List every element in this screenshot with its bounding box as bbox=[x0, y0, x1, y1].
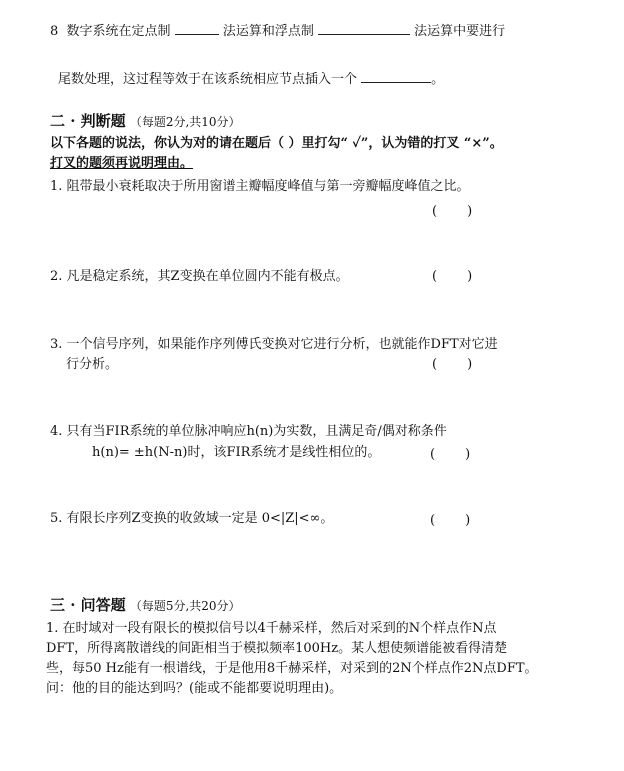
section-note: （每题2分,共10分） bbox=[129, 115, 241, 129]
judge-item-2: 2. 凡是稳定系统，其Z变换在单位圆内不能有极点。 bbox=[50, 269, 349, 284]
paren-close: ) bbox=[467, 269, 473, 284]
section-2-instruction: 以下各题的说法，你认为对的请在题后（ ）里打勾“ ✓”，认为错的打叉 “×”。 bbox=[50, 136, 503, 151]
answer-paren-3[interactable] bbox=[432, 356, 472, 374]
fill-question-8-line2 bbox=[58, 70, 444, 89]
qa-q1-line4: 问：他的目的能达到吗？(能或不能都要说明理由)。 bbox=[46, 681, 343, 696]
paren-close: ) bbox=[465, 513, 471, 528]
qa-q1-line1: 1. 在时域对一段有限长的模拟信号以4千赫采样，然后对采到的N个样点作N点 bbox=[46, 621, 497, 636]
answer-blank[interactable] bbox=[318, 22, 410, 35]
section-2-instruction-2: 打叉的题须再说明理由。 bbox=[50, 156, 194, 171]
paren-open: ( bbox=[430, 447, 436, 462]
question-text: 法运算和浮点制 bbox=[222, 24, 314, 39]
paren-close: ) bbox=[467, 357, 473, 372]
section-title: 二 · 判断题 bbox=[50, 112, 126, 130]
section-title: 三 · 问答题 bbox=[50, 596, 126, 614]
judge-item-3: 3. 一个信号序列，如果能作序列傅氏变换对它进行分析，也就能作DFT对它进 bbox=[50, 337, 498, 352]
paren-close: ) bbox=[467, 204, 473, 219]
qa-q1-line2: DFT，所得离散谱线的间距相当于模拟频率100Hz。某人想使频谱能被看得清楚 bbox=[46, 641, 508, 656]
paren-open: ( bbox=[432, 269, 438, 284]
answer-paren-4[interactable] bbox=[430, 446, 470, 464]
answer-paren-5[interactable] bbox=[430, 512, 470, 530]
answer-blank[interactable] bbox=[175, 22, 219, 35]
section-note: （每题5分,共20分） bbox=[129, 599, 241, 613]
judge-item-4: 4. 只有当FIR系统的单位脉冲响应h(n)为实数，且满足奇/偶对称条件 bbox=[50, 424, 447, 439]
question-text: 数字系统在定点制 bbox=[66, 24, 171, 39]
paren-close: ) bbox=[465, 447, 471, 462]
question-text: 尾数处理，这过程等效于在该系统相应节点插入一个 bbox=[58, 72, 358, 87]
qa-q1-line3: 些，每50 Hz能有一根谱线，于是他用8千赫采样，对采到的2N个样点作2N点DFT。 bbox=[46, 661, 538, 676]
question-number: 8 bbox=[50, 24, 59, 39]
answer-blank[interactable] bbox=[361, 70, 431, 83]
section-3-header bbox=[50, 596, 241, 616]
judge-item-5: 5. 有限长序列Z变换的收敛域一定是 0<|Z|<∞。 bbox=[50, 511, 334, 526]
answer-paren-2[interactable] bbox=[432, 268, 472, 286]
paren-open: ( bbox=[432, 204, 438, 219]
paren-open: ( bbox=[432, 357, 438, 372]
section-2-header bbox=[50, 112, 241, 132]
judge-item-3-cont: 行分析。 bbox=[66, 357, 119, 372]
punctuation: 。 bbox=[431, 72, 445, 87]
judge-item-4-cont: h(n)= ±h(N-n)时，该FIR系统才是线性相位的。 bbox=[92, 445, 381, 460]
question-text: 法运算中要进行 bbox=[414, 24, 506, 39]
fill-question-8-line1 bbox=[50, 22, 505, 41]
paren-open: ( bbox=[430, 513, 436, 528]
judge-item-1: 1. 阻带最小衰耗取决于所用窗谱主瓣幅度峰值与第一旁瓣幅度峰值之比。 bbox=[50, 179, 470, 194]
answer-paren-1[interactable] bbox=[432, 203, 472, 221]
